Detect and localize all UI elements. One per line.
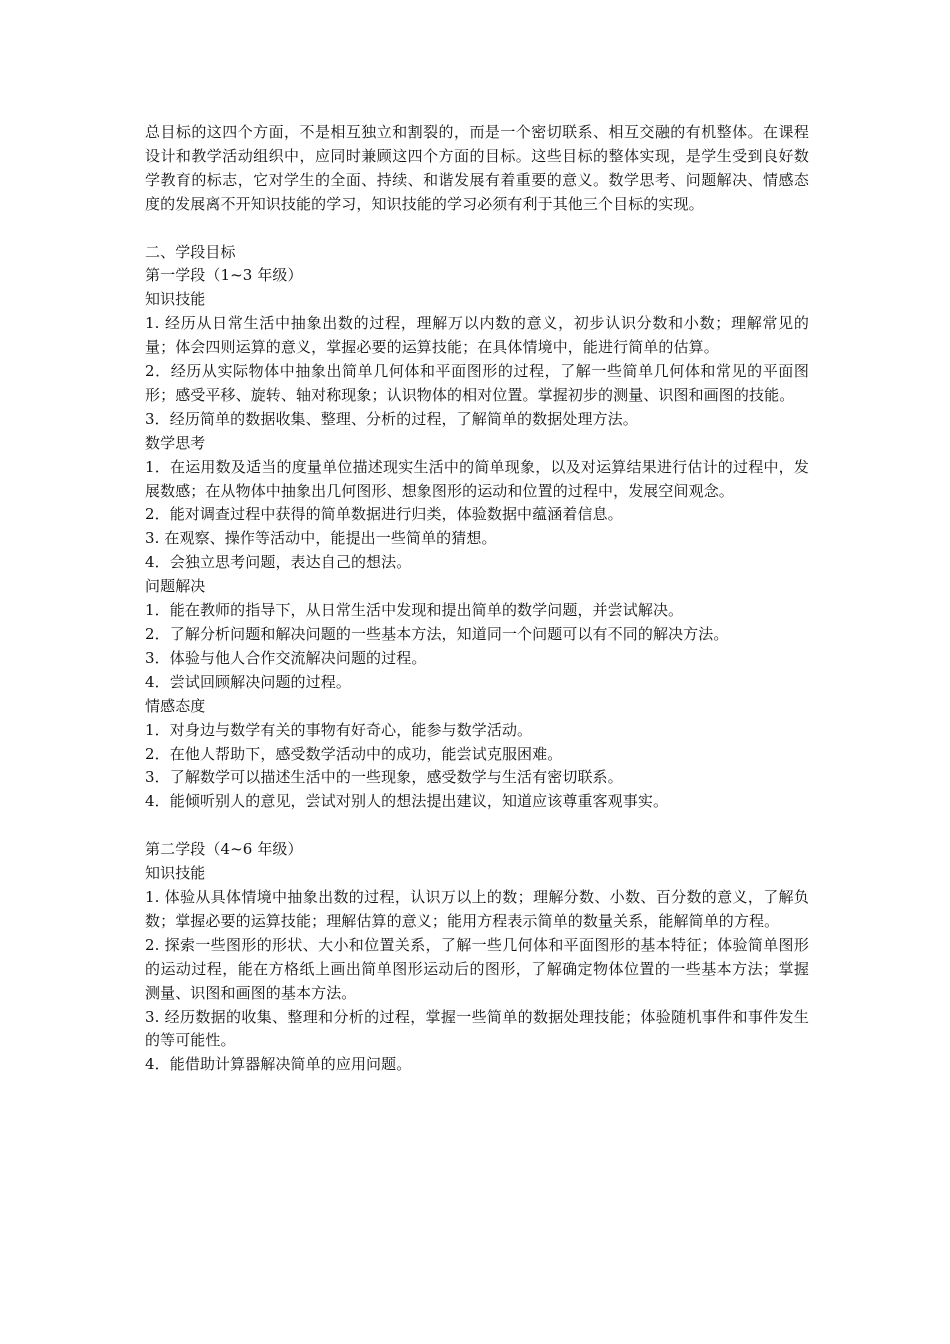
list-item: 2．了解分析问题和解决问题的一些基本方法，知道同一个问题可以有不同的解决方法。	[145, 625, 729, 644]
stage2-knowledge-title: 知识技能	[145, 864, 206, 883]
blank-line	[145, 217, 809, 241]
list-item: 3. 经历数据的收集、整理和分析的过程，掌握一些简单的数据处理技能；体验随机事件和事件发生的等可能性。	[145, 1007, 809, 1050]
list-item: 2．能对调查过程中获得的简单数据进行归类，体验数据中蕴涵着信息。	[145, 505, 623, 524]
list-item: 3．体验与他人合作交流解决问题的过程。	[145, 648, 427, 667]
document-page	[145, 121, 809, 1077]
list-item: 4．会独立思考问题，表达自己的想法。	[145, 553, 412, 572]
list-item: 1．对身边与数学有关的事物有好奇心，能参与数学活动。	[145, 720, 533, 739]
stage1-attitude-title: 情感态度	[145, 696, 206, 715]
list-item: 2．在他人帮助下，感受数学活动中的成功，能尝试克服困难。	[145, 744, 563, 763]
list-item: 4．能借助计算器解决简单的应用问题。	[145, 1055, 412, 1074]
blank-line	[145, 814, 809, 838]
list-item: 4．能倾听别人的意见，尝试对别人的想法提出建议，知道应该尊重客观事实。	[145, 792, 669, 811]
list-item: 2．经历从实际物体中抽象出简单几何体和平面图形的过程，了解一些简单几何体和常见的平面图形；感受平移、旋转、轴对称现象；认识物体的相对位置。掌握初步的测量、识图和画图的技能。	[145, 362, 809, 404]
list-item: 1. 体验从具体情境中抽象出数的过程，认识万以上的数；理解分数、小数、百分数的意义，了解负数；掌握必要的运算技能；理解估算的意义；能用方程表示简单的数量关系，能解简单的方程。	[145, 887, 809, 930]
list-item: 3. 在观察、操作等活动中，能提出一些简单的猜想。	[145, 529, 497, 548]
intro-paragraph: 总目标的这四个方面，不是相互独立和割裂的，而是一个密切联系、相互交融的有机整体。在课程设计和教学活动组织中，应同时兼顾这四个方面的目标。这些目标的整体实现，是学生受到良好数学教育的标志，它对学生的全面、持续、和谐发展有着重要的意义。数学思考、问题解决、情感态度的发展离不开知识技能的学习，知识技能的学习必须有利于其他三个目标的实现。	[145, 123, 809, 213]
list-item: 2. 探索一些图形的形状、大小和位置关系，了解一些几何体和平面图形的基本特征；体验简单图形的运动过程，能在方格纸上画出简单图形运动后的图形，了解确定物体位置的一些基本方法；掌握测量、识图和画图的基本方法。	[145, 935, 809, 1002]
stage1-title: 第一学段（1~3 年级）	[145, 266, 303, 285]
list-item: 3．经历简单的数据收集、整理、分析的过程，了解简单的数据处理方法。	[145, 409, 638, 428]
list-item: 1. 经历从日常生活中抽象出数的过程，理解万以内数的意义，初步认识分数和小数；理解常见的量；体会四则运算的意义，掌握必要的运算技能；在具体情境中，能进行简单的估算。	[145, 314, 809, 357]
section-title: 二、学段目标	[145, 242, 236, 261]
list-item: 1．在运用数及适当的度量单位描述现实生活中的简单现象，以及对运算结果进行估计的过程中，发展数感；在从物体中抽象出几何图形、想象图形的运动和位置的过程中，发展空间观念。	[145, 457, 809, 500]
list-item: 3．了解数学可以描述生活中的一些现象，感受数学与生活有密切联系。	[145, 768, 623, 787]
stage2-title: 第二学段（4~6 年级）	[145, 840, 303, 859]
stage1-knowledge-title: 知识技能	[145, 290, 206, 309]
stage1-thinking-title: 数学思考	[145, 433, 206, 452]
list-item: 1．能在教师的指导下，从日常生活中发现和提出简单的数学问题，并尝试解决。	[145, 601, 684, 620]
list-item: 4．尝试回顾解决问题的过程。	[145, 672, 351, 691]
stage1-problem-title: 问题解决	[145, 577, 206, 596]
